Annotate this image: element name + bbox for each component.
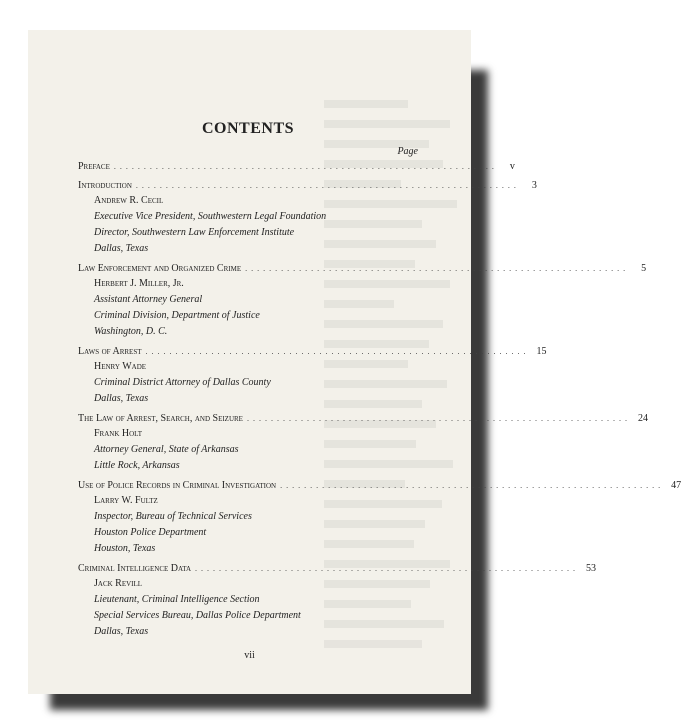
- leader-dots: . . . . . . . . . . . . . . . . . . . . . . . . . . . . . . . . . . . . . . . . . . . . . . . . . . . . . . . . . . . . . . . .: [246, 414, 628, 423]
- toc-entry-title: Laws of Arrest: [78, 346, 142, 357]
- toc-entry-page: 24: [637, 413, 648, 424]
- toc-entry-page: 3: [531, 180, 537, 191]
- page-number: vii: [244, 650, 255, 661]
- toc-author-detail: Special Services Bureau, Dallas Police Department: [94, 610, 301, 621]
- toc-entry: [78, 411, 648, 474]
- leader-dots: . . . . . . . . . . . . . . . . . . . . . . . . . . . . . . . . . . . . . . . . . . . . . . . . . . . . . . . . . . . . . . . .: [135, 181, 517, 190]
- toc-author-detail: Houston Police Department: [94, 527, 207, 538]
- leader-dots: . . . . . . . . . . . . . . . . . . . . . . . . . . . . . . . . . . . . . . . . . . . . . . . . . . . . . . . . . . . . . . . .: [280, 481, 662, 490]
- toc-entry-page: v: [509, 161, 515, 172]
- toc-entry-page: 5: [641, 263, 647, 274]
- toc-entry: [78, 159, 515, 174]
- toc-entry-page: 47: [671, 480, 681, 491]
- toc-author-detail: Washington, D. C.: [94, 326, 168, 337]
- toc-entry: [78, 478, 681, 557]
- toc-author-detail: Criminal District Attorney of Dallas County: [94, 377, 271, 388]
- toc-author-detail: Attorney General, State of Arkansas: [94, 444, 239, 455]
- toc-entry: [78, 344, 547, 407]
- toc-author-detail: Director, Southwestern Law Enforcement Institute: [94, 227, 295, 238]
- toc-entry-page: 15: [536, 346, 547, 357]
- toc-author-detail: Little Rock, Arkansas: [94, 460, 180, 471]
- contents-block: [78, 120, 681, 644]
- toc-entry-title: The Law of Arrest, Search, and Seizure: [78, 413, 243, 424]
- toc-author: Jack Revill: [94, 578, 143, 589]
- toc-entry: [78, 261, 647, 340]
- toc-author-detail: Houston, Texas: [94, 543, 156, 554]
- toc-author-detail: Dallas, Texas: [94, 243, 149, 254]
- toc-entry-title: Use of Police Records in Criminal Investigation: [78, 480, 277, 491]
- leader-dots: . . . . . . . . . . . . . . . . . . . . . . . . . . . . . . . . . . . . . . . . . . . . . . . . . . . . . . . . . . . . . . . .: [113, 162, 495, 171]
- toc-entry-title: Law Enforcement and Organized Crime: [78, 263, 242, 274]
- toc-author: Henry Wade: [94, 361, 147, 372]
- leader-dots: . . . . . . . . . . . . . . . . . . . . . . . . . . . . . . . . . . . . . . . . . . . . . . . . . . . . . . . . . . . . . . . .: [245, 264, 627, 273]
- toc-entry: [78, 561, 597, 640]
- toc-author: Andrew R. Cecil: [94, 195, 164, 206]
- toc-entry-title: Preface: [78, 161, 110, 172]
- toc-entry-title: Criminal Intelligence Data: [78, 563, 192, 574]
- leader-dots: . . . . . . . . . . . . . . . . . . . . . . . . . . . . . . . . . . . . . . . . . . . . . . . . . . . . . . . . . . . . . . . .: [195, 564, 577, 573]
- toc-entry-page: 53: [586, 563, 597, 574]
- toc-author-detail: Dallas, Texas: [94, 626, 149, 637]
- toc-author: Larry W. Fultz: [94, 495, 158, 506]
- toc-author-detail: Dallas, Texas: [94, 393, 149, 404]
- toc-author-detail: Assistant Attorney General: [94, 294, 203, 305]
- toc-entry: [78, 178, 537, 257]
- page-column-header: Page: [397, 146, 418, 157]
- leader-dots: . . . . . . . . . . . . . . . . . . . . . . . . . . . . . . . . . . . . . . . . . . . . . . . . . . . . . . . . . . . . . . . .: [145, 347, 527, 356]
- page-title: CONTENTS: [201, 120, 295, 137]
- toc-entry-title: Introduction: [78, 180, 132, 191]
- toc-author-detail: Criminal Division, Department of Justice: [94, 310, 260, 321]
- toc-author-detail: Executive Vice President, Southwestern Legal Foundation: [94, 211, 327, 222]
- toc-author-detail: Lieutenant, Criminal Intelligence Section: [94, 594, 260, 605]
- toc-author: Frank Holt: [94, 428, 143, 439]
- book-page: [28, 30, 681, 694]
- toc-author-detail: Inspector, Bureau of Technical Services: [94, 511, 252, 522]
- toc-author: Herbert J. Miller, Jr.: [94, 278, 184, 289]
